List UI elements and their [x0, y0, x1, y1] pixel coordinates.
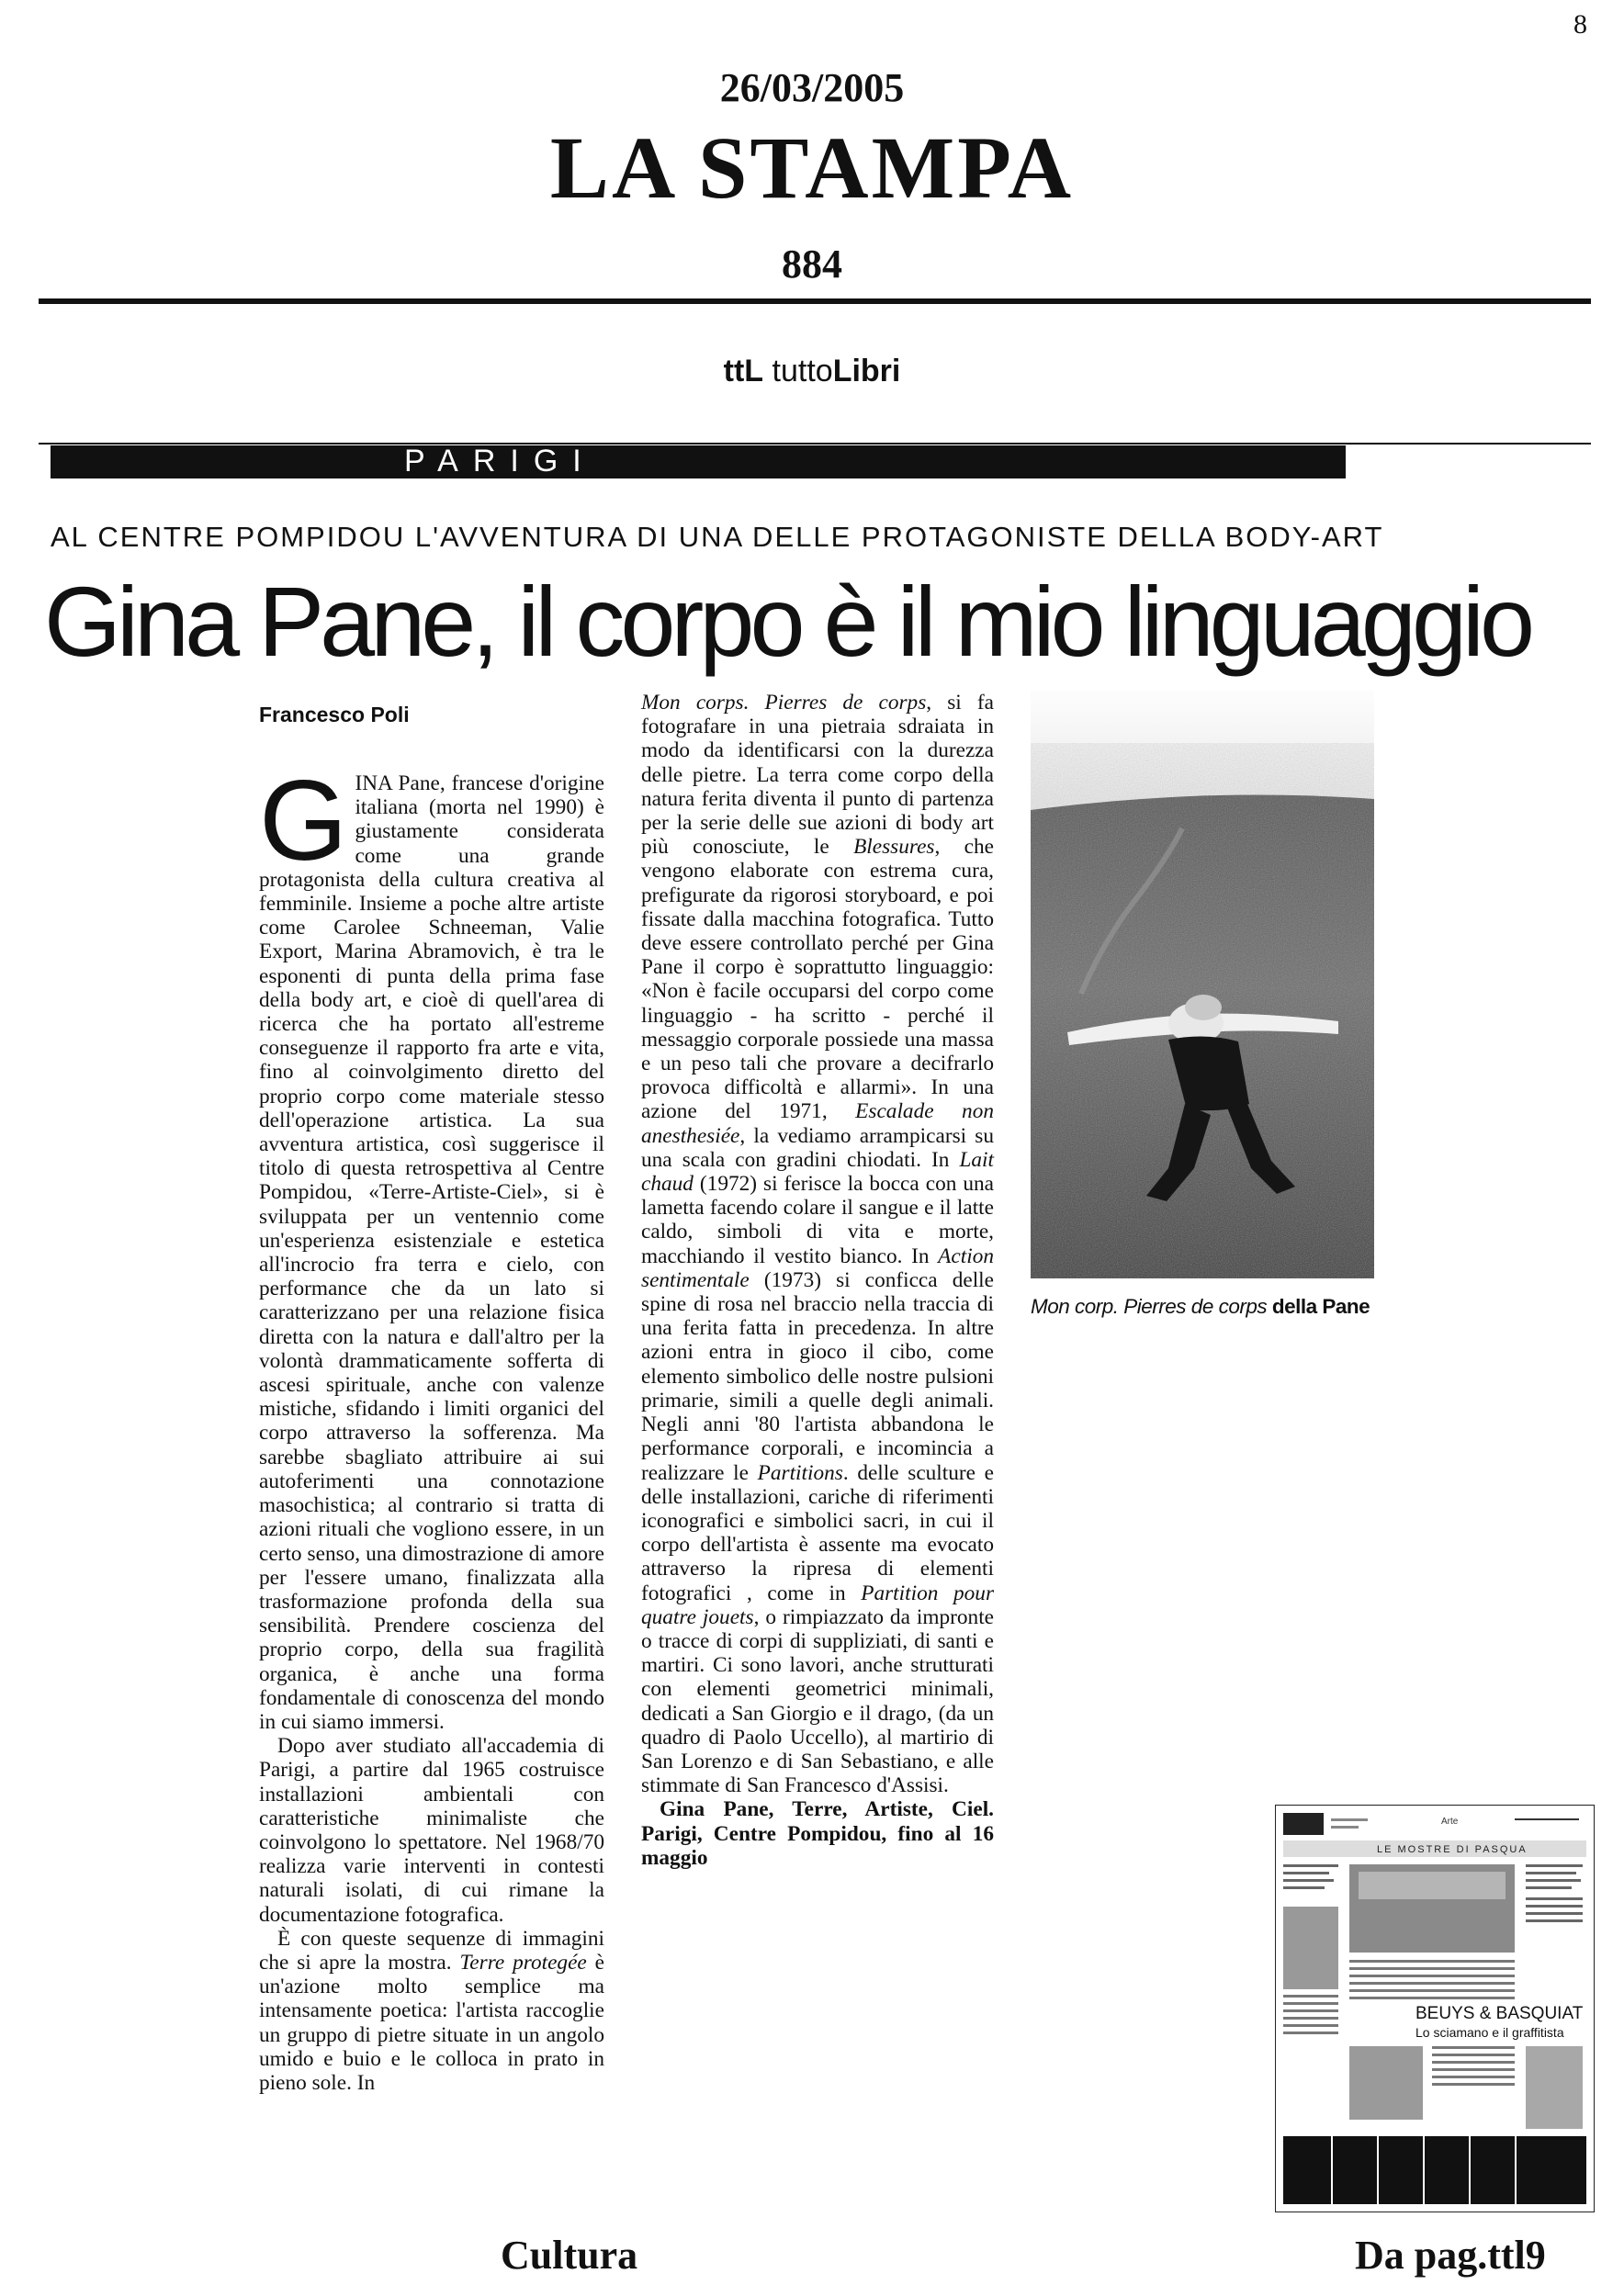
page-thumbnail — [1275, 1805, 1595, 2212]
section-bar — [51, 445, 1346, 478]
artwork-title: Mon corps. Pierres de corps — [641, 691, 927, 715]
artwork-title: Escalade non anesthesiée — [641, 1099, 994, 1148]
text-run: , si fa fotografare in una pietraia sdraiata in modo da identificarsi con la durezza delle pietre. La terra come corpo della natura ferita diventa il punto di partenza per la serie delle sue azioni di body art più conosciute, le — [641, 691, 994, 860]
drop-cap: G — [259, 758, 348, 884]
text-run: , che vengono elaborate con estrema cura, prefigurate da rigorosi storyboard, e poi fissate dalla macchina fotografica. Tutto deve essere controllato perché per Gina Pane il corpo è soprattutto linguaggio: «Non è facile occuparsi del corpo come linguaggio - ha scritto - perché il messaggio corporale possiede una massa e un peso tali che provare a decifrarlo provoca difficoltà e allarmi». In una azione del 1971, — [641, 835, 994, 1124]
supplement-name-light: tutto — [772, 354, 833, 388]
article-kicker: AL CENTRE POMPIDOU L'AVVENTURA DI UNA DELLE PROTAGONISTE DELLA BODY-ART — [51, 521, 1384, 553]
text-run: è un'azione molto semplice ma intensamente poetica: l'artista raccoglie un gruppo di pietre situate in un angolo umido e buio e le colloca in prato in pieno sole. In — [259, 1950, 605, 2095]
photo-image — [1031, 691, 1374, 1278]
paragraph — [641, 691, 994, 1797]
text-run: , la vediamo arrampicarsi su una scala con gradini chiodati. In — [641, 1123, 994, 1172]
paragraph — [259, 758, 604, 1734]
artwork-title: Partitions — [757, 1460, 843, 1485]
artwork-title: Blessures — [853, 835, 935, 860]
clipping-date: 26/03/2005 — [719, 65, 905, 110]
artwork-title: Partition pour quatre jouets — [641, 1581, 995, 1629]
paragraph: Dopo aver studiato all'accademia di Parigi, a partire dal 1965 costruisce installazioni ambientali con caratteristiche minimaliste che coinvolgono lo spettatore. Nel 1968/70 realizza varie interventi in contesti naturali isolati, di cui rimane la documentazione fotografica. — [259, 1734, 604, 1927]
photo-caption — [1031, 1295, 1398, 1319]
thumbnail-image — [1276, 1806, 1594, 2212]
article-column-1 — [259, 758, 605, 2095]
artwork-title: Action sentimentale — [641, 1244, 994, 1292]
thumbnail-headline: BEUYS & BASQUIAT — [1415, 2004, 1584, 2023]
section-label: PARIGI — [404, 444, 596, 478]
footer-source: Da pag.ttl9 — [1355, 2233, 1546, 2278]
supplement-logo — [0, 354, 1624, 389]
issue-number: 884 — [782, 242, 842, 287]
text-run: È con queste sequenze di immagini che si apre la mostra. — [259, 1926, 604, 1975]
text-run: (1972) si ferisce la bocca con una lametta facendo colare il sangue e il latte caldo, simboli di vita e morte, macchiando il vestito bianco. In — [641, 1172, 994, 1268]
newspaper-masthead: LA STAMPA — [549, 118, 1075, 217]
supplement-prefix: ttL — [723, 354, 764, 388]
caption-credit: della Pane — [1271, 1295, 1370, 1318]
text-run: , o rimpiazzato da impronte o tracce di corpi di suppliziati, di santi e martiri. Ci sono lavori, anche strutturati con elementi geometrici minimali, dedicati a San Giorgio e il drago, (da un quadro di Paolo Uccello), al martirio di San Lorenzo e di San Sebastiano, e alle stimmate di San Francesco d'Assisi. — [641, 1604, 995, 1798]
footer-section: Cultura — [501, 2233, 638, 2278]
exhibition-info: Gina Pane, Terre, Artiste, Ciel. Parigi, Centre Pompidou, fino al 16 maggio — [641, 1797, 994, 1870]
text-run: . delle sculture e delle installazioni, cariche di riferimenti iconografici e simbolici sacri, in cui il corpo dell'artista è assente ma evocato attraverso la ripresa di elementi fotografici , come in — [641, 1460, 994, 1605]
thumbnail-subhead: Lo sciamano e il graffitista — [1415, 2025, 1564, 2040]
article-column-2 — [641, 691, 994, 1870]
thumbnail-header-label: Arte — [1441, 1817, 1459, 1827]
page-number: 8 — [1573, 9, 1587, 39]
supplement-name-bold: Libri — [832, 354, 901, 388]
paragraph-text: INA Pane, francese d'origine italiana (morta nel 1990) è giustamente considerata come una grande protagonista della cultura creativa al femminile. Insieme a poche altre artiste come Carolee Schneeman, Valie Export, Marina Abramovich, è tra le esponenti di punta della prima fase della body art, e cioè di quell'area di ricerca che ha portato all'estreme conseguenze il rapporto fra arte e vita, fino al coinvolgimento diretto del proprio corpo come materiale stesso dell'operazione artistica. La sua avventura artistica, così suggerisce il titolo di questa retrospettiva al Centre Pompidou, «Terre-Artiste-Ciel», si è sviluppata per un ventennio come un'esperienza esistenziale e estetica all'incrocio fra terra e cielo, con performance che da un lato si caratterizzano per una relazione fisica diretta con la natura e dall'altro per la volontà drammaticamente sofferta di ascesi spirituale, anche con valenze mistiche, sfidando i limiti organici del corpo attraverso la sofferenza. Ma sarebbe sbagliato attribuire ai sui autoferimenti una connotazione masochistica; al contrario si tratta di azioni rituali che vogliono essere, in un certo senso, una dimostrazione di amore per l'essere umano, finalizzata alla trasformazione profonda della sua sensibilità. Prendere coscienza del proprio corpo, della sua fragilità organica, è anche una forma fondamentale di conoscenza del mondo in cui siamo immersi. — [259, 771, 604, 1734]
caption-title: Mon corp. Pierres de corps — [1031, 1295, 1268, 1318]
article-photo — [1031, 691, 1374, 1278]
header-rule — [39, 298, 1591, 304]
thumbnail-section-label: LE MOSTRE DI PASQUA — [1377, 1844, 1528, 1855]
text-run: (1973) si conficca delle spine di rosa nel braccio nella traccia di una ferita fatta in precedenza. In altre azioni entra in gioco il cibo, come elemento simbolico delle nostre pulsioni primarie, simili a quelle degli animali. Negli anni '80 l'artista abbandona le performance corporali, e incomincia a realizzare le — [641, 1267, 994, 1485]
section-rule — [39, 443, 1591, 445]
artwork-title: Lait chaud — [641, 1147, 994, 1197]
artwork-title: Terre protegée — [459, 1950, 587, 1975]
paragraph — [259, 1927, 604, 2095]
article-byline: Francesco Poli — [259, 703, 410, 726]
article-headline: Gina Pane, il corpo è il mio linguaggio — [44, 566, 1531, 677]
